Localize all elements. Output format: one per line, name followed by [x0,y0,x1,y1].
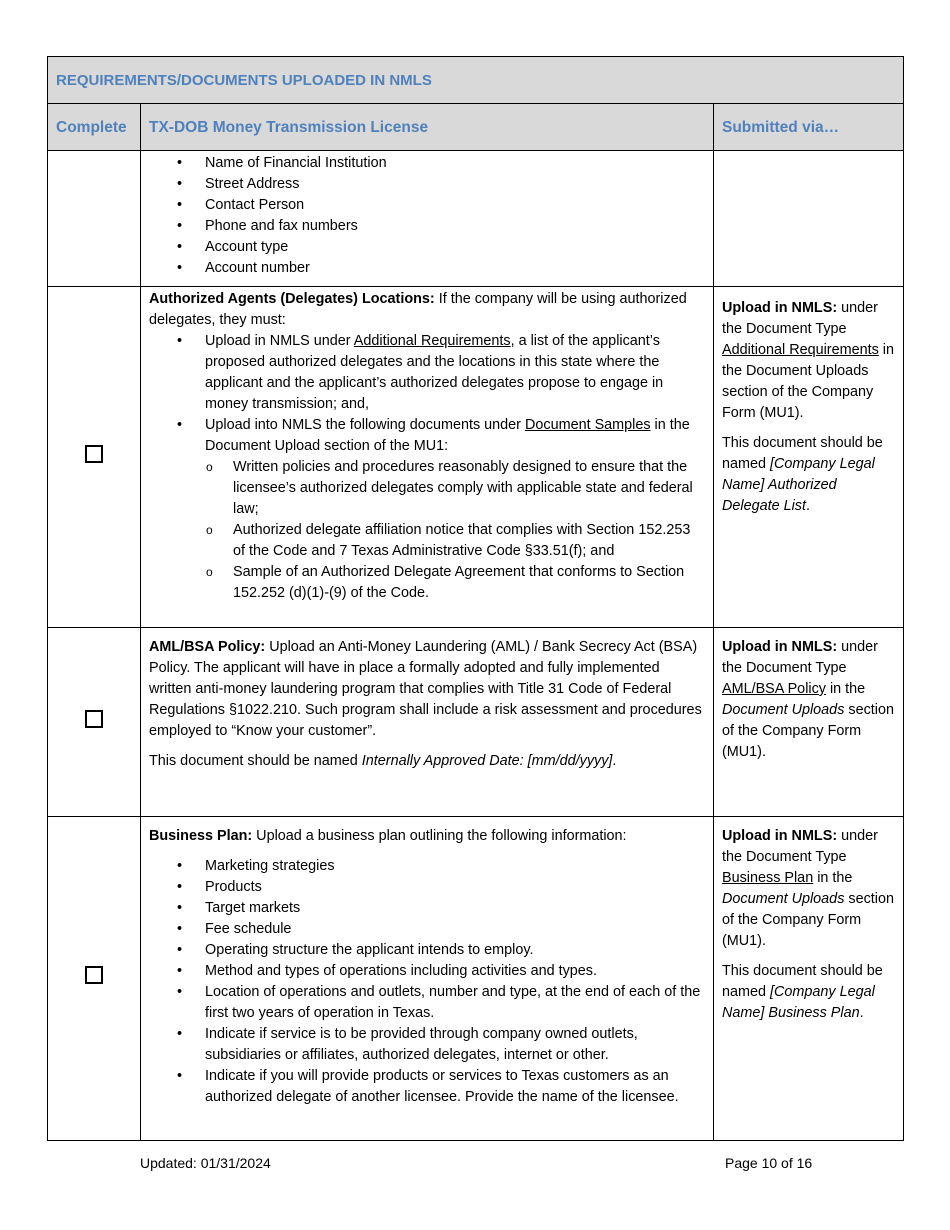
complete-cell [48,817,141,1141]
authorized-agents-checkbox[interactable] [85,445,103,463]
requirements-table [47,56,904,1141]
complete-cell [48,287,141,628]
list-item: • Phone and fax numbers [205,216,705,237]
complete-cell-empty [48,151,141,287]
aml-bsa-cell [141,628,714,817]
list-item: • Upload into NMLS the following documents under Document Samples in the Document Upload section of the MU1: o Written policies and procedures reasonably designed to ensure that the licensee’s authorized delegates comply with applicable state and federal law; o Authorized delegate affiliation notice that complies with Section 152.253 of the Code and 7 Texas Administrative Code §33.51(f); and o Sample of an Authorized Delegate Agreement that conforms to Section 152.252 (d)(1)-(9) of the Code. [205,415,705,604]
bank-info-cell [141,151,714,287]
business-plan-submitted-cell [714,817,904,1141]
document-name-instructions: This document should be named [Company Legal Name] Business Plan. [722,963,883,1021]
submitted-instructions: Upload in NMLS: under the Document Type AML/BSA Policy in the Document Uploads section of the Company Form (MU1). [722,639,894,760]
table-title-row [48,57,904,104]
updated-date: Updated: 01/31/2024 [140,1155,271,1171]
list-item: • Name of Financial Institution [205,153,705,174]
list-item: o Authorized delegate affiliation notice that complies with Section 152.253 of the Code and 7 Texas Administrative Code §33.51(f); and [233,520,705,562]
business-plan-checkbox[interactable] [85,966,103,984]
authorized-agents-heading: Authorized Agents (Delegates) Locations: [149,291,435,307]
list-item: o Sample of an Authorized Delegate Agreement that conforms to Section 152.252 (d)(1)-(9) of the Code. [233,562,705,604]
header-complete: Complete [48,104,141,151]
complete-cell [48,628,141,817]
business-plan-intro: Business Plan: Upload a business plan outlining the following information: [149,828,627,844]
header-license: TX-DOB Money Transmission License [141,104,714,151]
document-name-instructions: This document should be named [Company Legal Name] Authorized Delegate List. [722,435,883,514]
list-item: • Upload in NMLS under Additional Requirements, a list of the applicant’s proposed authorized delegates and the locations in this state where the applicant and the applicant’s authorized delegates propose to engage in money transmission; and, [205,331,705,415]
aml-bsa-description: AML/BSA Policy: Upload an Anti-Money Laundering (AML) / Bank Secrecy Act (BSA) Policy. The applicant will have in place a formally adopted and fully implemented written anti-money laundering program that complies with Title 31 Code of Federal Regulations §1022.210. Such program shall include a risk assessment and procedures employed to “Know your customer”. [149,639,702,739]
authorized-agents-cell [141,287,714,628]
business-plan-heading: Business Plan: [149,828,253,844]
list-item: • Contact Person [205,195,705,216]
document-samples-ref: Document Samples [524,417,651,433]
list-item: • Street Address [205,174,705,195]
submitted-cell-empty [714,151,904,287]
list-item: • Indicate if you will provide products or services to Texas customers as an authorized delegate of another licensee. Provide the name of the licensee. [205,1066,705,1108]
table-header-row [48,104,904,151]
aml-bsa-checkbox[interactable] [85,710,103,728]
list-item: • Method and types of operations including activities and types. [205,961,705,982]
table-row [48,817,904,1141]
list-item: • Operating structure the applicant intends to employ. [205,940,705,961]
authorized-agents-intro: Authorized Agents (Delegates) Locations: If the company will be using authorized delegates, they must: [149,291,687,328]
aml-bsa-submitted-cell [714,628,904,817]
list-item: • Products [205,877,705,898]
bank-info-list [149,151,705,279]
authorized-agents-list [149,331,705,604]
additional-requirements-ref: Additional Requirements [353,333,511,349]
page-number: Page 10 of 16 [725,1155,813,1171]
table-row [48,628,904,817]
submitted-instructions: Upload in NMLS: under the Document Type Additional Requirements in the Document Uploads section of the Company Form (MU1). [722,300,894,421]
list-item: • Fee schedule [205,919,705,940]
aml-bsa-name-instructions: This document should be named Internally Approved Date: [mm/dd/yyyy]. [149,753,617,769]
list-item: • Target markets [205,898,705,919]
business-plan-list [149,856,705,1108]
table-row [48,151,904,287]
list-item: • Marketing strategies [205,856,705,877]
aml-bsa-heading: AML/BSA Policy: [149,639,266,655]
list-item: • Location of operations and outlets, number and type, at the end of each of the first two years of operation in Texas. [205,982,705,1024]
table-row [48,287,904,628]
document-samples-list [205,457,705,604]
business-plan-cell [141,817,714,1141]
list-item: • Indicate if service is to be provided through company owned outlets, subsidiaries or affiliates, authorized delegates, internet or other. [205,1024,705,1066]
submitted-instructions: Upload in NMLS: under the Document Type Business Plan in the Document Uploads section of the Company Form (MU1). [722,828,894,949]
list-item: • Account type [205,237,705,258]
list-item: • Account number [205,258,705,279]
header-submitted: Submitted via… [714,104,904,151]
authorized-agents-submitted-cell [714,287,904,628]
table-title: REQUIREMENTS/DOCUMENTS UPLOADED IN NMLS [48,57,904,104]
list-item: o Written policies and procedures reasonably designed to ensure that the licensee’s authorized delegates comply with applicable state and federal law; [233,457,705,520]
